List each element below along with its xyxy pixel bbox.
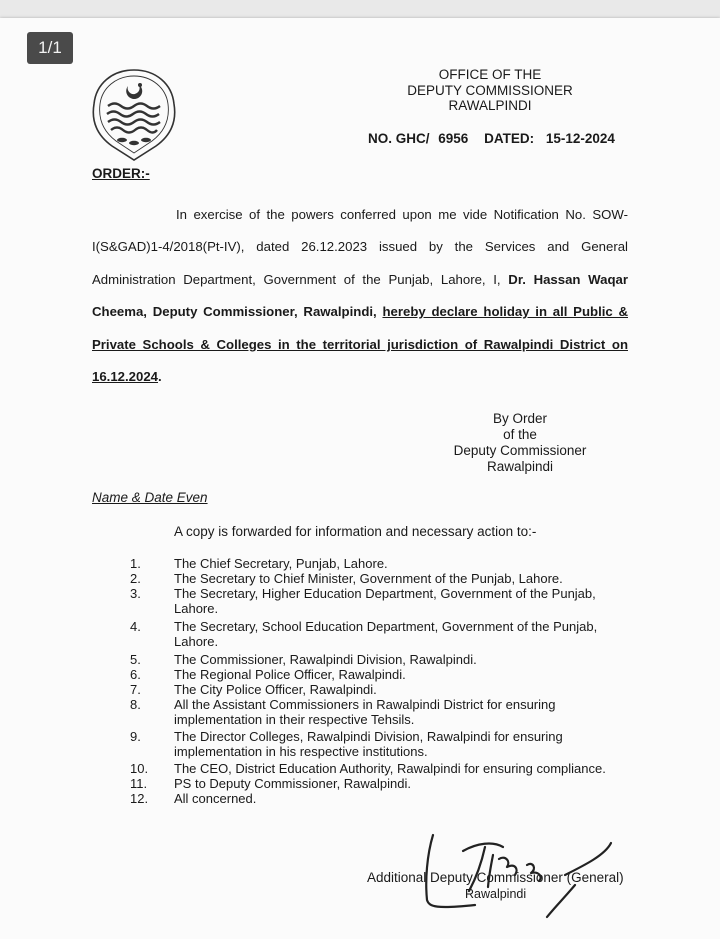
ref-label: NO. GHC/ bbox=[368, 131, 430, 146]
list-item bbox=[130, 586, 630, 616]
order-heading: ORDER:- bbox=[92, 166, 150, 181]
item-number: 12. bbox=[130, 791, 149, 807]
office-line: RAWALPINDI bbox=[448, 98, 532, 113]
recipient-list bbox=[130, 556, 630, 807]
signatory-place: Rawalpindi bbox=[465, 887, 527, 901]
by-order-block bbox=[445, 411, 595, 475]
holiday-declaration: hereby declare holiday in all Public & Private Schools & Colleges in the territorial jurisdiction of Rawalpindi District on 16.12.2024 bbox=[92, 304, 628, 385]
list-item bbox=[130, 776, 630, 791]
item-text: The Commissioner, Rawalpindi Division, Rawalpindi. bbox=[174, 651, 477, 667]
item-number: 8. bbox=[130, 696, 141, 712]
name-date-even: Name & Date Even bbox=[92, 490, 208, 505]
item-number: 9. bbox=[130, 729, 141, 745]
item-text: The Secretary to Chief Minister, Government of the Punjab, Lahore. bbox=[174, 571, 563, 587]
reference-line bbox=[368, 131, 620, 146]
page-counter-badge: 1/1 bbox=[27, 32, 73, 64]
item-text: The Director Colleges, Rawalpindi Division, Rawalpindi for ensuring implementation in his respective institutions. bbox=[174, 729, 563, 760]
item-number: 10. bbox=[130, 761, 149, 777]
dated-label: DATED: bbox=[484, 131, 535, 146]
item-text: The Secretary, Higher Education Department, Government of the Punjab, Lahore. bbox=[174, 586, 596, 617]
handwritten-signature-icon bbox=[415, 825, 615, 920]
item-text: All the Assistant Commissioners in Rawalpindi District for ensuring implementation in their respective Tehsils. bbox=[174, 696, 556, 727]
item-text: The Chief Secretary, Punjab, Lahore. bbox=[174, 556, 388, 571]
by-order-line: of the bbox=[503, 427, 537, 442]
list-item bbox=[130, 652, 630, 667]
by-order-line: By Order bbox=[492, 411, 547, 426]
item-number: 1. bbox=[130, 556, 141, 571]
punjab-emblem-icon bbox=[84, 64, 184, 164]
ref-number: 6956 bbox=[438, 131, 469, 146]
list-item bbox=[130, 667, 630, 682]
item-number: 6. bbox=[130, 666, 141, 682]
list-item bbox=[130, 571, 630, 586]
copy-forwarded-line: A copy is forwarded for information and necessary action to:- bbox=[174, 524, 537, 539]
office-line: DEPUTY COMMISSIONER bbox=[407, 82, 573, 98]
list-item bbox=[130, 682, 630, 697]
item-number: 5. bbox=[130, 651, 141, 667]
item-text: All concerned. bbox=[174, 791, 257, 807]
signatory-title: Additional Deputy Commissioner (General) bbox=[367, 870, 624, 885]
list-item bbox=[130, 619, 630, 649]
order-text: In exercise of the powers conferred upon me vide Notification No. SOW-I(S&GAD)1-4/2018(Pt-IV), dated 26.12.2023 issued by the Services and General Administration Department, Government of the Punjab, Lahore, I, bbox=[92, 207, 628, 287]
document-page bbox=[0, 18, 720, 939]
order-paragraph bbox=[92, 199, 628, 393]
item-number: 3. bbox=[130, 586, 141, 602]
list-item bbox=[130, 697, 630, 727]
by-order-line: Rawalpindi bbox=[486, 459, 554, 474]
list-item bbox=[130, 556, 630, 571]
list-item bbox=[130, 761, 630, 776]
list-item bbox=[130, 791, 630, 806]
item-number: 7. bbox=[130, 681, 141, 697]
office-line: OFFICE OF THE bbox=[438, 67, 542, 82]
item-number: 11. bbox=[130, 776, 148, 792]
item-text: PS to Deputy Commissioner, Rawalpindi. bbox=[174, 776, 411, 792]
office-heading bbox=[380, 67, 600, 114]
officer-name: Dr. Hassan Waqar Cheema, Deputy Commissioner, Rawalpindi, bbox=[92, 271, 628, 320]
item-number: 4. bbox=[130, 619, 141, 635]
item-text: The CEO, District Education Authority, Rawalpindi for ensuring compliance. bbox=[174, 761, 606, 777]
item-text: The City Police Officer, Rawalpindi. bbox=[174, 681, 377, 697]
item-text: The Regional Police Officer, Rawalpindi. bbox=[174, 666, 406, 682]
item-text: The Secretary, School Education Department, Government of the Punjab, Lahore. bbox=[174, 619, 598, 650]
order-date: 15-12-2024 bbox=[545, 131, 615, 146]
item-number: 2. bbox=[130, 571, 141, 587]
signature-block bbox=[365, 820, 655, 930]
list-item bbox=[130, 729, 630, 759]
by-order-line: Deputy Commissioner bbox=[453, 443, 587, 458]
order-end: . bbox=[158, 369, 162, 385]
